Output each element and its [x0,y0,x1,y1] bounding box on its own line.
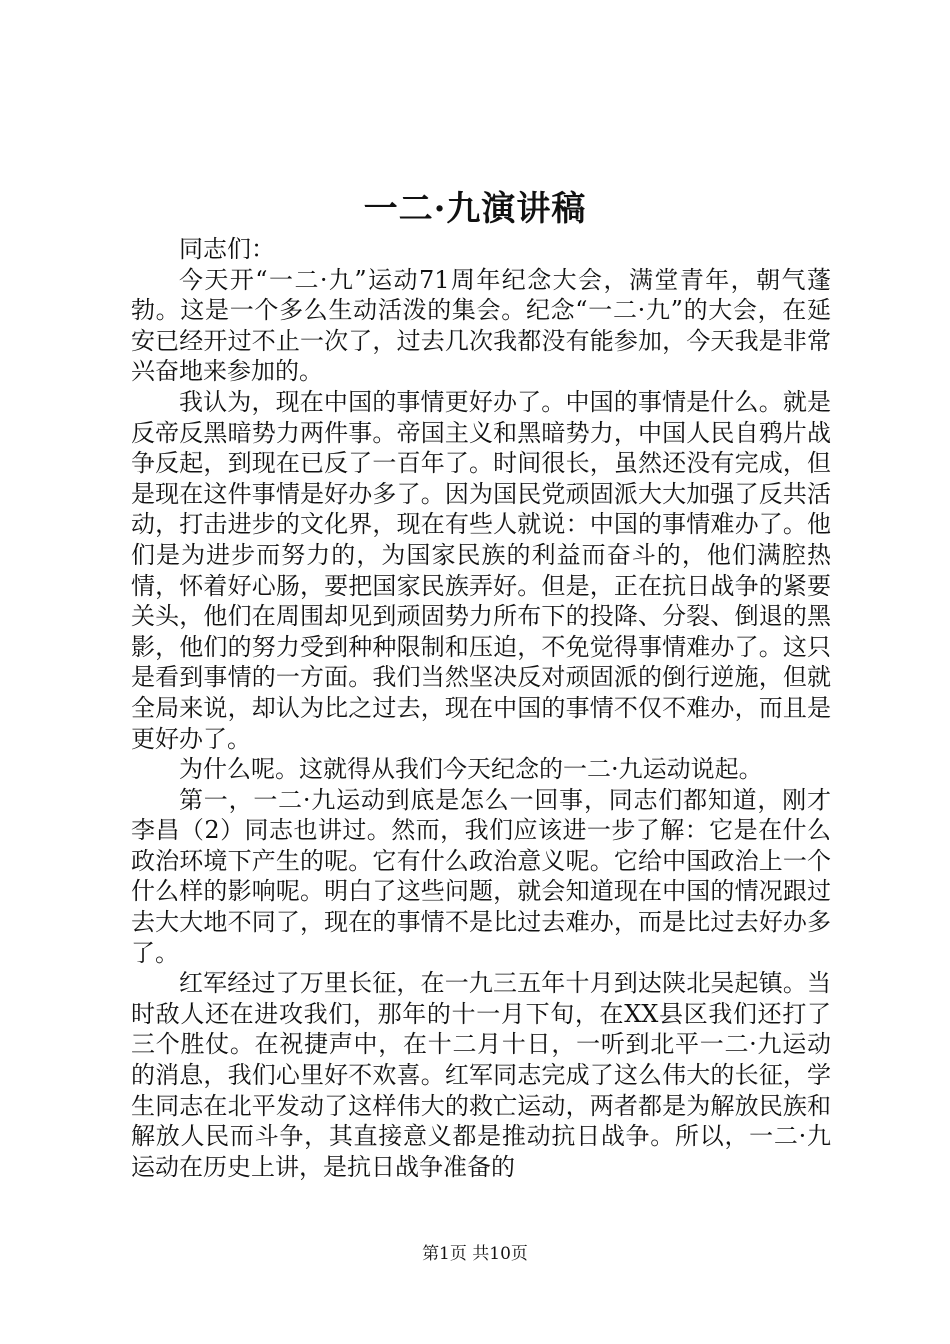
paragraph: 第一，一二·九运动到底是怎么一回事，同志们都知道，刚才李昌（2）同志也讲过。然而，我们应该进一步了解：它是在什么政治环境下产生的呢。它有什么政治意义呢。它给中国政治上一个什么样的影响呢。明白了这些问题，就会知道现在中国的情况跟过去大大地不同了，现在的事情不是比过去难办，而是比过去好办多了。 [131,785,831,967]
document-body [131,234,831,1182]
document-title: 一二·九演讲稿 [363,189,587,229]
paragraph: 我认为，现在中国的事情更好办了。中国的事情是什么。就是反帝反黑暗势力两件事。帝国主义和黑暗势力，中国人民自鸦片战争反起，到现在已反了一百年了。时间很长，虽然还没有完成，但是现在这件事情是好办多了。因为国民党顽固派大大加强了反共活动，打击进步的文化界，现在有些人就说：中国的事情难办了。他们是为进步而努力的，为国家民族的利益而奋斗的，他们满腔热情，怀着好心肠，要把国家民族弄好。但是，正在抗日战争的紧要关头，他们在周围却见到顽固势力所布下的投降、分裂、倒退的黑影，他们的努力受到种种限制和压迫，不免觉得事情难办了。这只是看到事情的一方面。我们当然坚决反对顽固派的倒行逆施，但就全局来说，却认为比之过去，现在中国的事情不仅不难办，而且是更好办了。 [131,387,831,753]
paragraph: 红军经过了万里长征，在一九三五年十月到达陕北吴起镇。当时敌人还在进攻我们，那年的十一月下旬，在XX县区我们还打了三个胜仗。在祝捷声中，在十二月十日，一听到北平一二·九运动的消息，我们心里好不欢喜。红军同志完成了这么伟大的长征，学生同志在北平发动了这样伟大的救亡运动，两者都是为解放民族和解放人民而斗争，其直接意义都是推动抗日战争。所以，一二·九运动在历史上讲，是抗日战争准备的 [131,969,831,1181]
paragraph: 今天开“一二·九”运动71周年纪念大会，满堂青年，朝气蓬勃。这是一个多么生动活泼的集会。纪念“一二·九”的大会，在延安已经开过不止一次了，过去几次我都没有能参加，今天我是非常兴奋地来参加的。 [131,265,831,386]
page-number-footer: 第1页 共10页 [422,1244,528,1264]
paragraph-salutation: 同志们： [179,235,275,263]
paragraph: 为什么呢。这就得从我们今天纪念的一二·九运动说起。 [179,755,763,784]
